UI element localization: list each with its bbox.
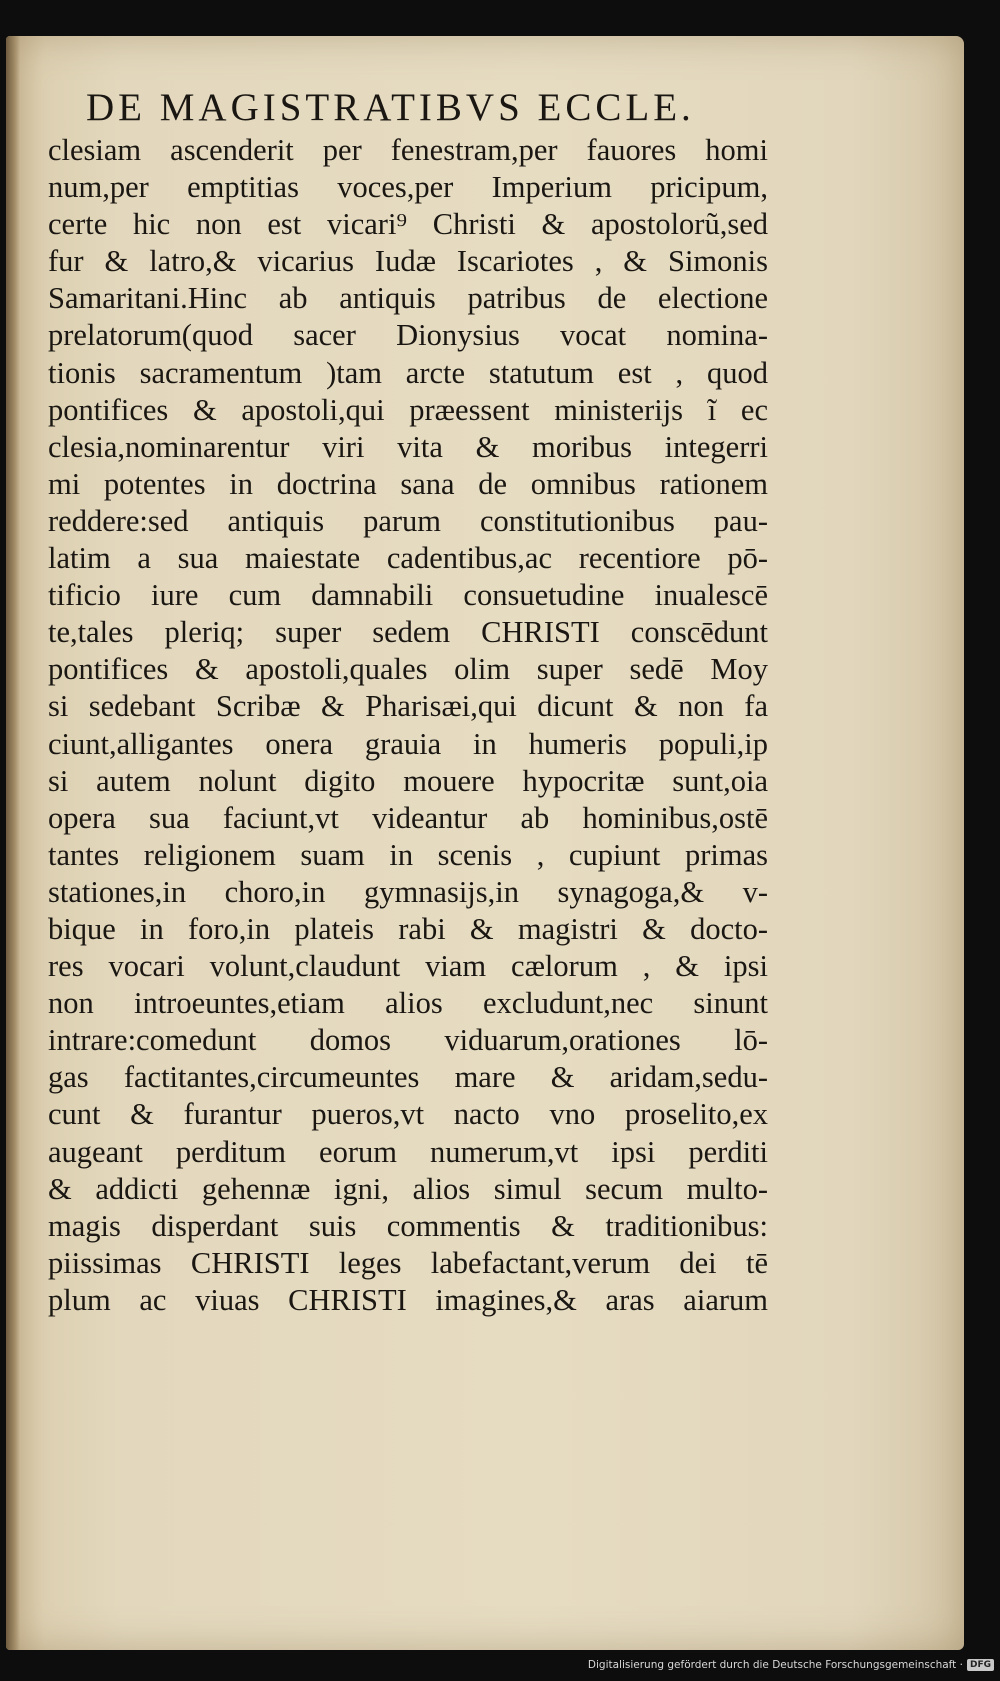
text-line: Samaritani.Hinc ab antiquis patribus de electione	[48, 281, 768, 316]
text-line: magis disperdant suis commentis & traditionibus:	[48, 1208, 768, 1243]
text-line: augeant perditum eorum numerum,vt ipsi perditi	[48, 1134, 768, 1169]
page-spine-shadow	[6, 36, 20, 1650]
credit-text: Digitalisierung gefördert durch die Deutsche Forschungsgemeinschaft ·	[587, 1659, 963, 1671]
text-line: mi potentes in doctrina sana de omnibus rationem	[48, 466, 768, 501]
text-line: pontifices & apostoli,qui præessent ministerijs ĩ ec	[48, 392, 768, 427]
text-line: non introeuntes,etiam alios excludunt,nec sinunt	[48, 986, 768, 1021]
text-line: si sedebant Scribæ & Pharisæi,qui dicunt & non fa	[48, 689, 768, 724]
text-line: plum ac viuas CHRISTI imagines,& aras aiarum	[48, 1282, 768, 1317]
text-line: num,per emptitias voces,per Imperium pricipum,	[48, 170, 768, 205]
text-line: intrare:comedunt domos viduarum,orationes lō-	[48, 1023, 768, 1058]
text-line: stationes,in choro,in gymnasijs,in synagoga,& v-	[48, 874, 768, 909]
text-line: reddere:sed antiquis parum constitutionibus pau-	[48, 503, 768, 538]
text-block	[48, 84, 768, 1319]
text-line: fur & latro,& vicarius Iudæ Iscariotes , & Simonis	[48, 244, 768, 279]
digitization-credit	[588, 1659, 994, 1671]
text-line: tantes religionem suam in scenis , cupiunt primas	[48, 837, 768, 872]
text-line: pontifices & apostoli,quales olim super sedē Moy	[48, 652, 768, 687]
text-line: clesiam ascenderit per fenestram,per fauores homi	[48, 133, 768, 167]
dfg-logo: DFG	[967, 1659, 994, 1671]
book-page	[6, 36, 964, 1650]
running-head: DE MAGISTRATIBVS ECCLE.	[86, 86, 695, 129]
text-line: tionis sacramentum )tam arcte statutum est , quod	[48, 355, 768, 390]
text-line: certe hic non est vicari⁹ Christi & apostolorũ,sed	[48, 207, 768, 242]
text-line: piissimas CHRISTI leges labefactant,verum dei tē	[48, 1245, 768, 1280]
text-line: si autem nolunt digito mouere hypocritæ sunt,oia	[48, 763, 768, 798]
text-line: clesia,nominarentur viri vita & moribus integerri	[48, 429, 768, 464]
text-line: te,tales pleriq; super sedem CHRISTI conscēdunt	[48, 615, 768, 650]
text-line: ciunt,alligantes onera grauia in humeris populi,ip	[48, 726, 768, 761]
text-line: prelatorum(quod sacer Dionysius vocat nomina-	[48, 318, 768, 353]
text-line: opera sua faciunt,vt videantur ab hominibus,ostē	[48, 800, 768, 835]
text-line: res vocari volunt,claudunt viam cælorum , & ipsi	[48, 949, 768, 984]
text-line: & addicti gehennæ igni, alios simul secum multo-	[48, 1171, 768, 1206]
text-line: latim a sua maiestate cadentibus,ac recentiore pō-	[48, 541, 768, 576]
text-line: tificio iure cum damnabili consuetudine inualescē	[48, 578, 768, 613]
text-line: gas factitantes,circumeuntes mare & aridam,sedu-	[48, 1060, 768, 1095]
text-line: bique in foro,in plateis rabi & magistri & docto-	[48, 911, 768, 946]
text-line: cunt & furantur pueros,vt nacto vno proselito,ex	[48, 1097, 768, 1132]
